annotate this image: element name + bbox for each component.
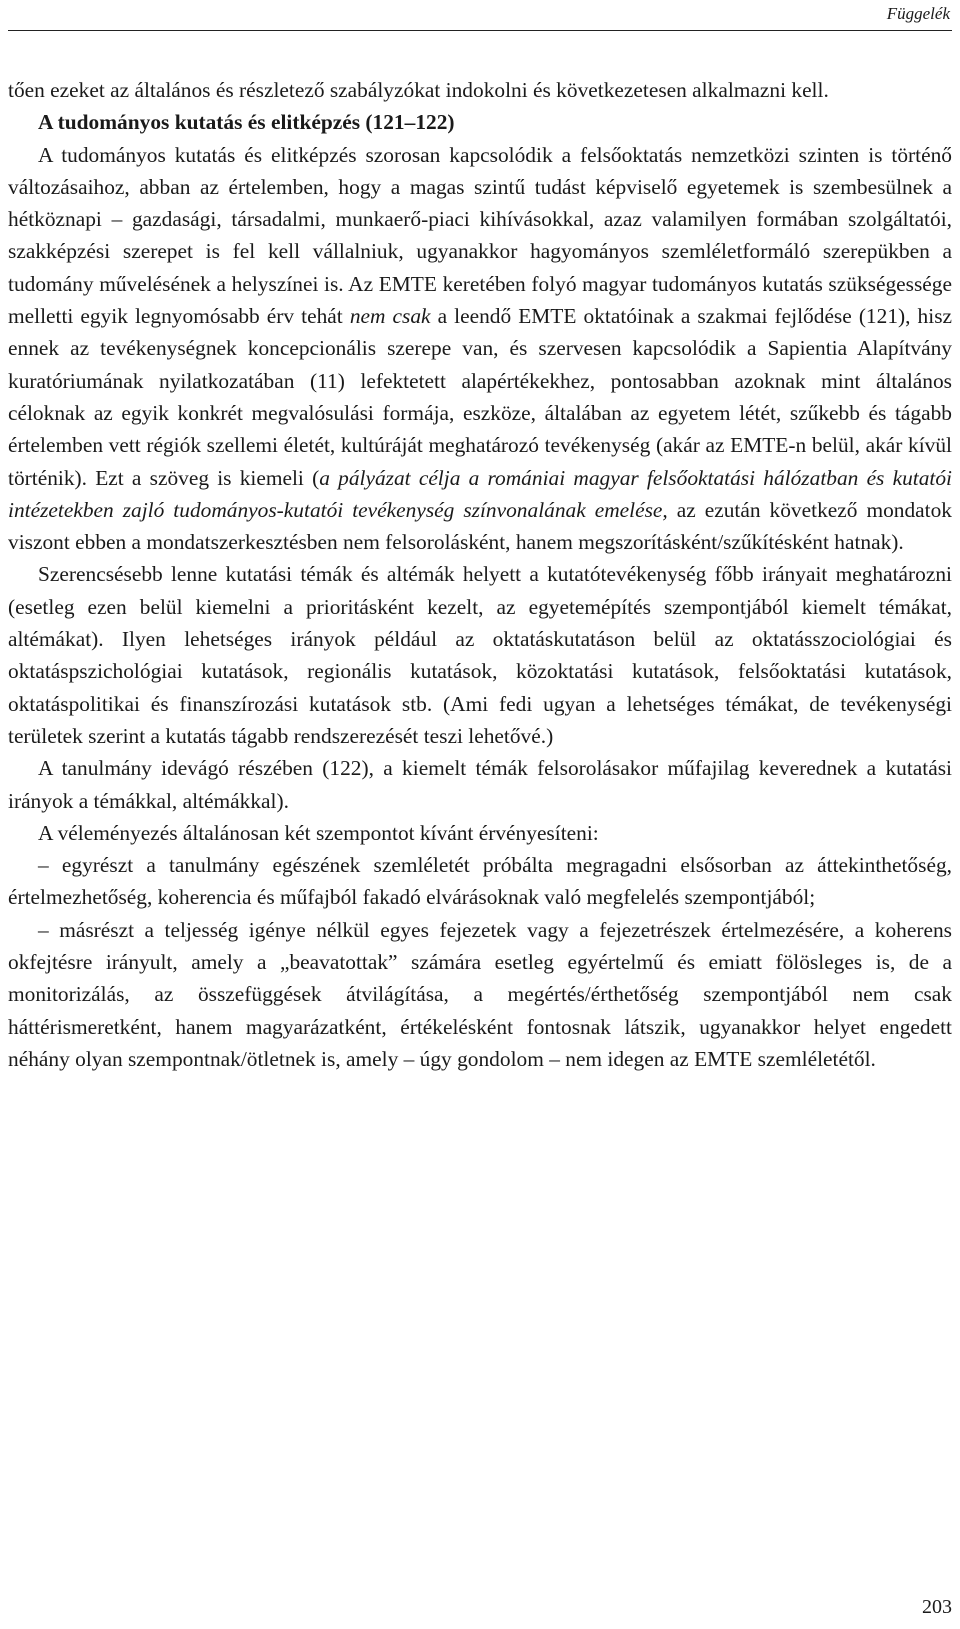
paragraph-1 — [8, 139, 952, 559]
paragraph-1-italic-a: nem csak — [349, 304, 431, 329]
section-heading: A tudományos kutatás és elitképzés (121–122) — [38, 110, 455, 135]
paragraph-continuation: tően ezeket az általános és részletező szabályzókat indokolni és következetesen alkalmazni kell. — [8, 78, 829, 102]
paragraph-1-text-c: az ezután következő mondatok viszont ebben a mondatszerkesztésben nem felsorolásként, hanem megszorításként/szűkítésként hatnak). — [8, 497, 952, 555]
paragraph-2: Szerencsésebb lenne kutatási témák és altémák helyett a kutatótevékenység főbb irányait meghatározni (esetleg ezen belül kiemelni a prioritásként kezelt, az egyetemépítés szempontjából kiemelt témákat, altémákat). Ilyen lehetséges irányok például az oktatáskutatáson belül az oktatásszociológiai és oktatáspszichológiai kutatások, regionális kutatások, közoktatási kutatások, felsőoktatási kutatások, oktatáspolitikai és finanszírozási kutatások stb. (Ami fedi ugyan a lehetséges témákat, de tevékenységi területek szerint a kutatás tágabb rendszerezését teszi lehetővé.) — [8, 562, 952, 748]
list-item-1: – egyrészt a tanulmány egészének szemléletét próbálta megragadni elsősorban az áttekinthetőség, értelmezhetőség, koherencia és műfajból fakadó elvárásoknak való megfelelés szempontjából; — [8, 853, 952, 910]
paragraph-3: A tanulmány idevágó részében (122), a kiemelt témák felsorolásakor műfajilag keverednek a kutatási irányok a témákkal, altémákkal). — [8, 756, 952, 813]
paragraph-1-text-a: A tudományos kutatás és elitképzés szorosan kapcsolódik a felsőoktatás nemzetközi szinten is történő változásaihoz, abban az értelemben, hogy a magas szintű tudást képviselő egyetemek is szembesülnek a hétköznapi – gazdasági, társadalmi, munkaerő-piaci kihívásokkal, azaz valamilyen formában szolgáltatói, szakképzési szerepet is fel kell vállalniuk, ugyanakkor hagyományos szemléletformáló szerepükben a tudomány művelésének a helyszínei is. Az EMTE keretében folyó magyar tudományos kutatás szükségessége melletti egyik legnyomósabb érv tehát — [8, 142, 952, 329]
paragraph-1-text-b: a leendő EMTE oktatóinak a szakmai fejlődése (121), hisz ennek az tevékenységnek koncepcionális szerepe van, és szervesen kapcsolódik a Sapientia Alapítvány kuratóriumának nyilatkozatában (11) lefektetett alapértékekhez, pontosabban azoknak mint általános céloknak az egyik konkrét megvalósulási formája, eszköze, általában az egyetem létét, szűkebb és tágabb értelemben vett régiók szellemi életét, kultúráját meghatározó tevékenység (akár az EMTE-n belül, akár kívül történik). Ezt a szöveg is kiemeli ( — [8, 304, 953, 490]
running-header — [8, 0, 952, 31]
header-title: Függelék — [886, 4, 950, 23]
paragraph-1-italic-b: a pályázat célja a romániai magyar felsőoktatási hálózatban és kutatói intézetekben zajló tudományos-kutatói tevékenység színvonalának emelése, — [8, 465, 953, 522]
list-item-2: – másrészt a teljesség igénye nélkül egyes fejezetek vagy a fejezetrészek értelmezésére, a koherens okfejtésre irányult, amely a „beavatottak” számára esetleg egyértelmű és emiatt fölösleges is, de a monitorizálás, az összefüggések átvilágítása, a megértés/érthetőség szempontjából nem csak háttérismeretként, hanem magyarázatként, értékelésként fontosnak látszik, ugyanakkor helyet engedett néhány olyan szempontnak/ötletnek is, amely – úgy gondolom – nem idegen az EMTE szemléletétől. — [8, 917, 952, 1071]
paragraph-4: A véleményezés általánosan két szempontot kívánt érvényesíteni: — [38, 820, 599, 845]
page-body — [8, 74, 952, 1075]
page-number: 203 — [922, 1596, 952, 1618]
